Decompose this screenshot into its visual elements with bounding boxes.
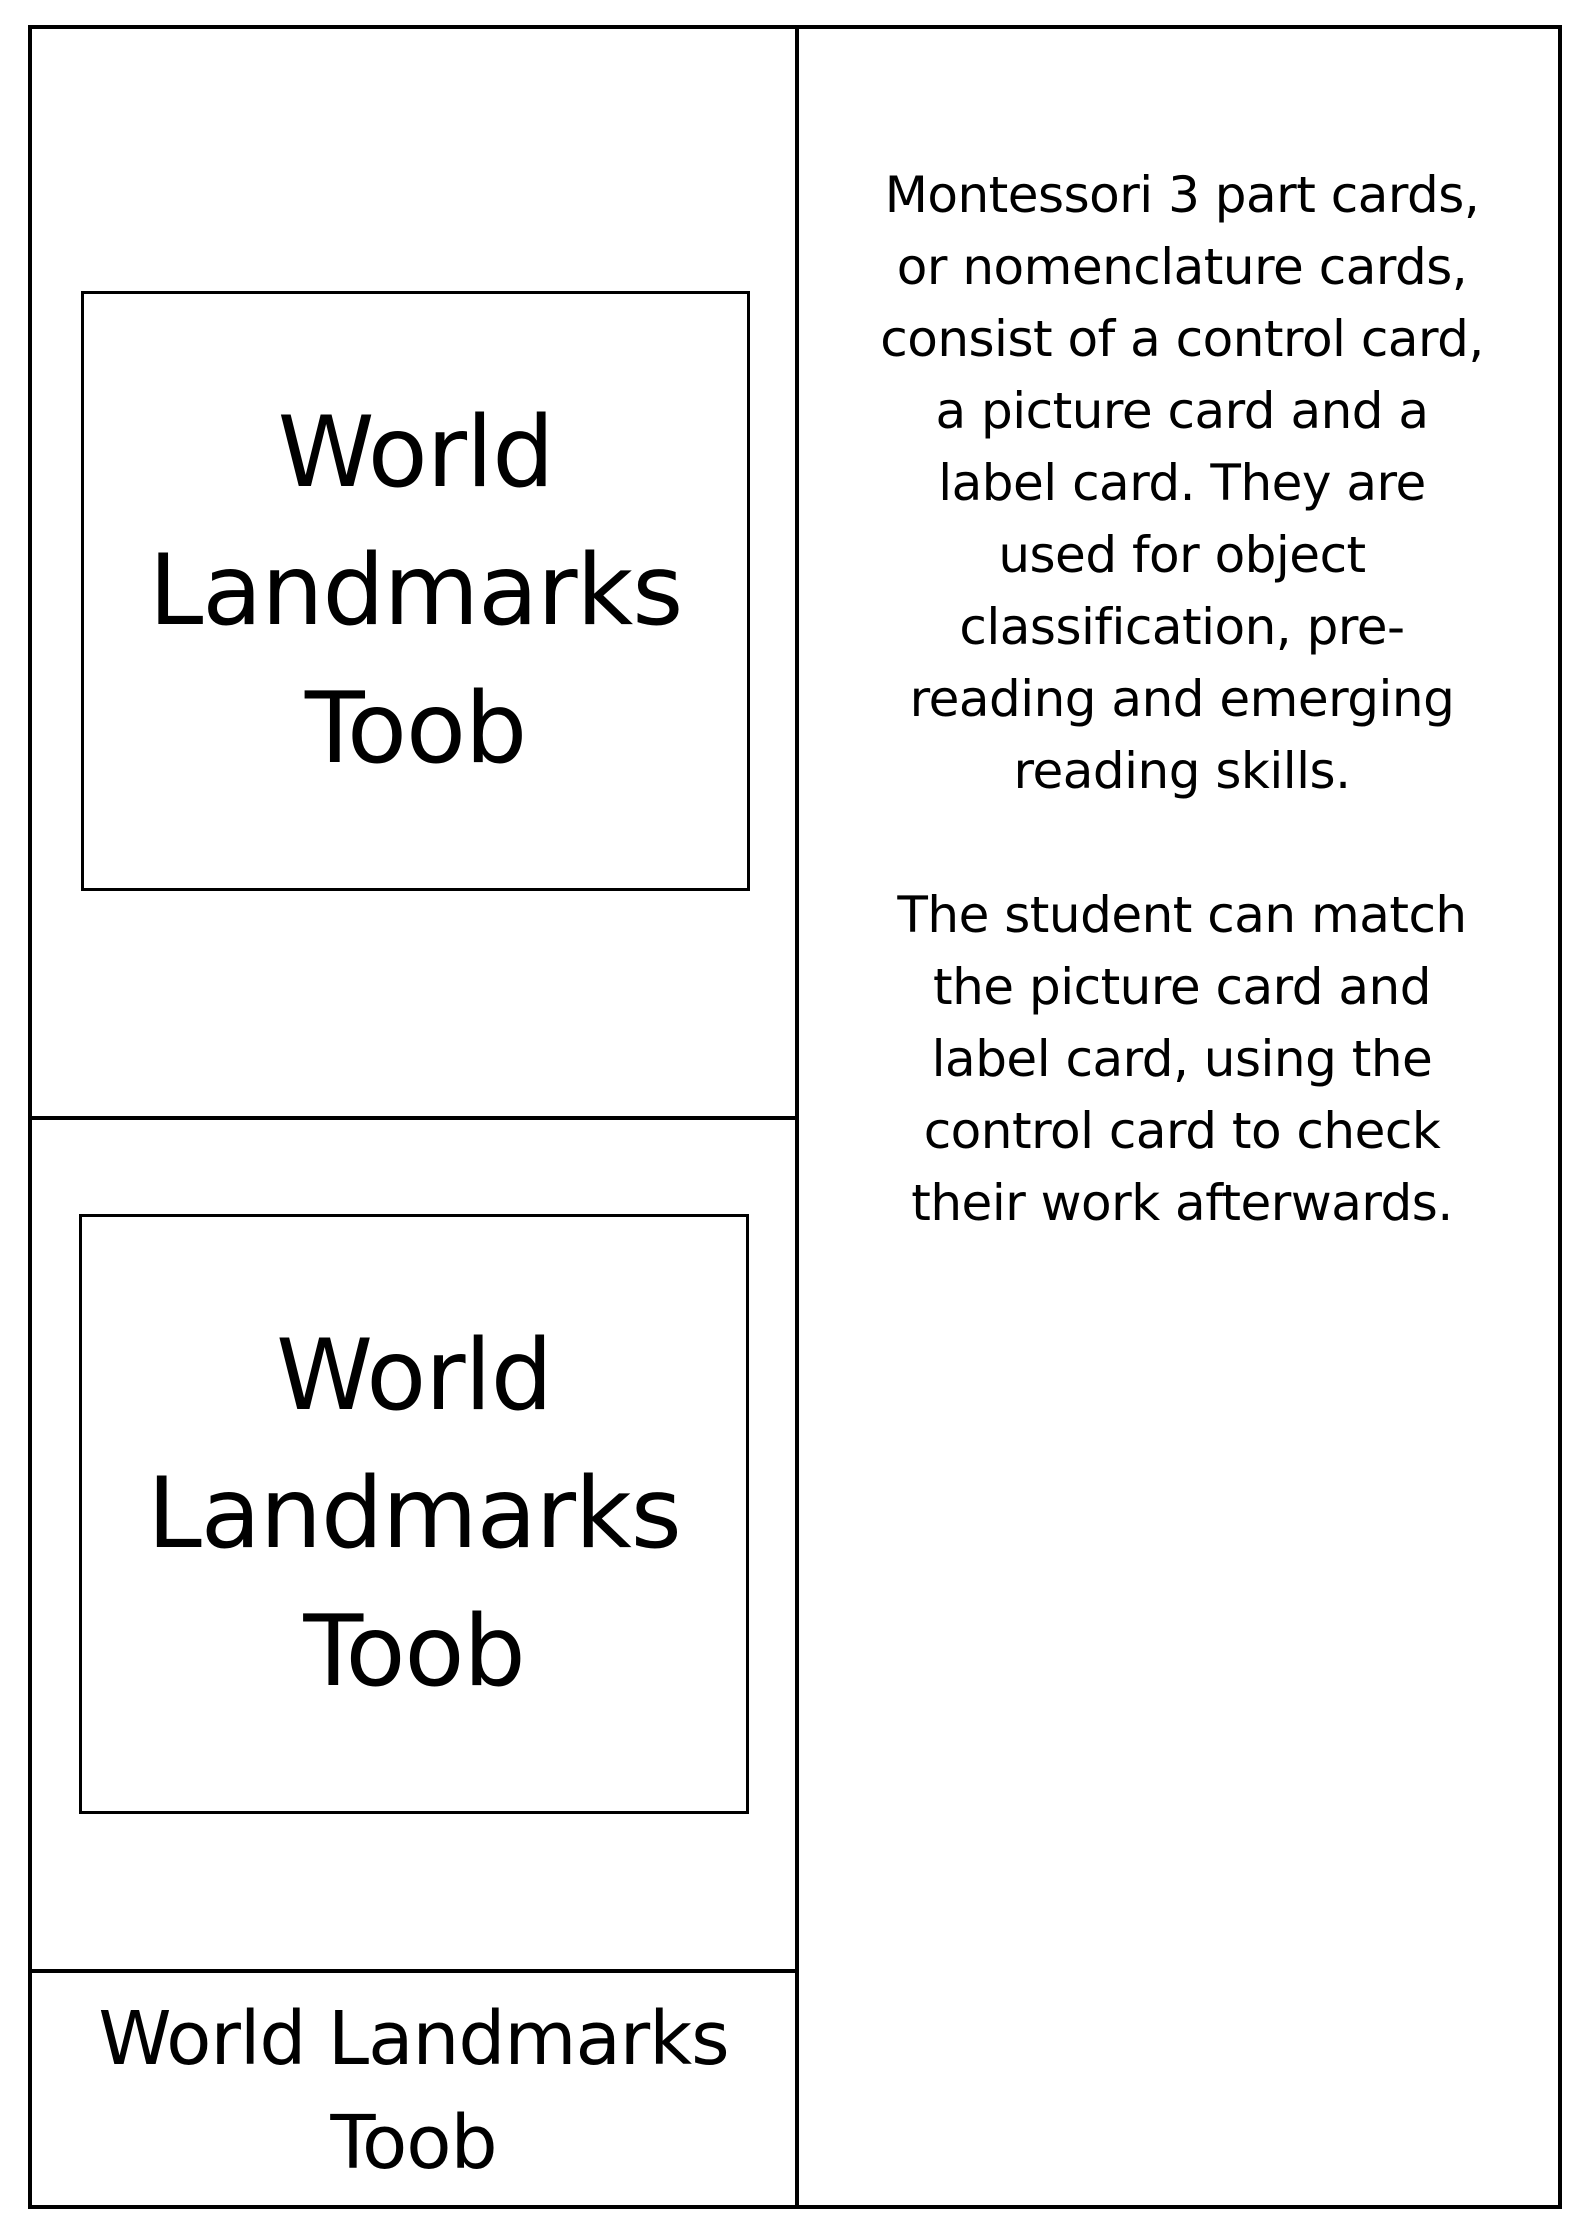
- control-card-title: World Landmarks Toob: [148, 396, 683, 786]
- picture-card-title: World Landmarks Toob: [147, 1319, 681, 1709]
- label-card-title: World Landmarks Toob: [98, 1996, 729, 2186]
- label-card: [32, 1973, 795, 2209]
- row-divider-top: [32, 1116, 799, 1120]
- control-card-frame: [81, 291, 750, 891]
- instructions-paragraph-2: The student can match the picture card and label card, using the control card to check their work afterwards.: [897, 886, 1467, 1232]
- instructions-paragraph-1: Montessori 3 part cards, or nomenclature cards, consist of a control card, a picture card and a label card. They are used for object classification, pre- reading and emerging reading skills.: [880, 166, 1484, 800]
- card-sheet: [28, 25, 1562, 2209]
- instructions-panel: [812, 159, 1552, 1239]
- picture-card-frame: [79, 1214, 749, 1814]
